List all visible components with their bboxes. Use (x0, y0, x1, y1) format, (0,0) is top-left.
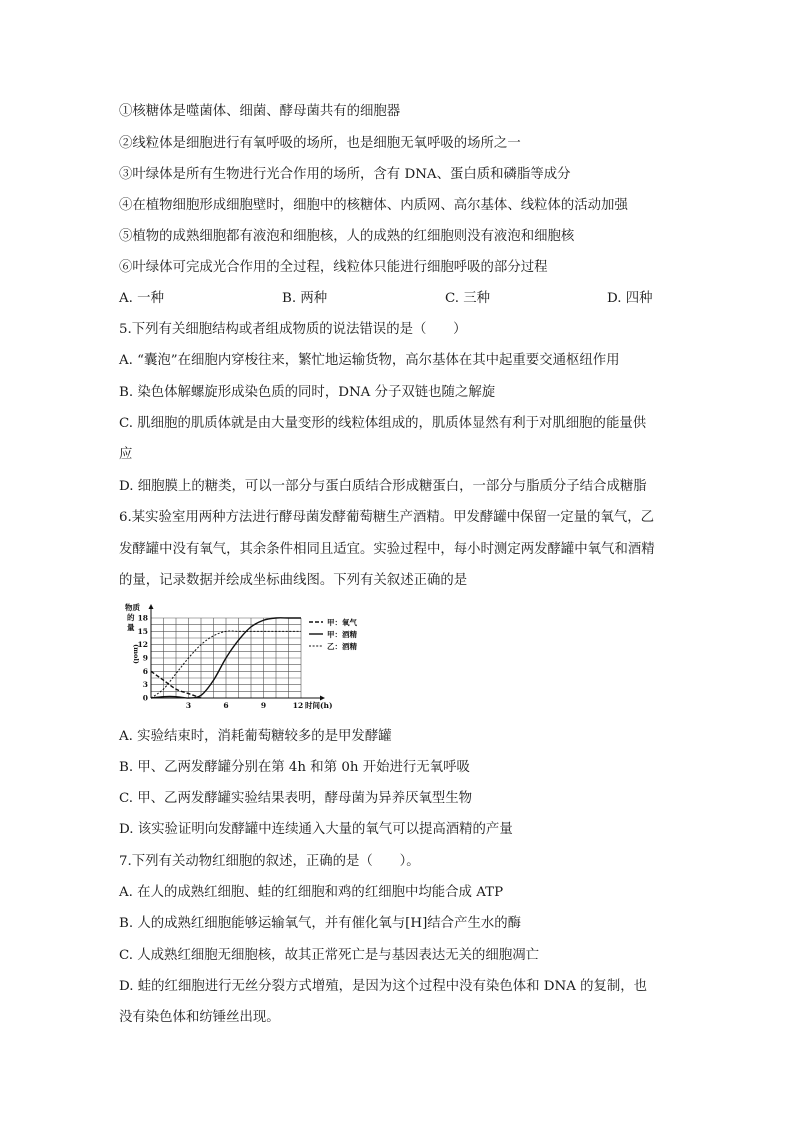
q7-option-b[interactable]: B. 人的成熟红细胞能够运输氧气，并有催化氧与[H]结合产生水的酶 (119, 916, 522, 931)
q6-option-d[interactable]: D. 该实验证明向发酵罐中连续通入大量的氧气可以提高酒精的产量 (119, 822, 513, 837)
q5-option-c[interactable]: C. 肌细胞的肌质体就是由大量变形的线粒体组成的，肌质体显然有利于对肌细胞的能量供 (119, 416, 647, 431)
y-tick-label: 18 (137, 613, 148, 623)
x-axis-arrow (320, 696, 325, 701)
y-tick-label: 15 (137, 626, 148, 636)
q4-option-c[interactable]: C. 三种 (445, 291, 491, 306)
q5-option-d[interactable]: D. 细胞膜上的糖类，可以一部分与蛋白质结合形成糖蛋白，一部分与脂质分子结合成糖脂 (119, 479, 647, 494)
q6-option-b[interactable]: B. 甲、乙两发酵罐分别在第 4h 和第 0h 开始进行无氧呼吸 (119, 760, 470, 775)
y-axis-arrow (149, 604, 154, 609)
legend-label: 乙：酒精 (327, 642, 357, 651)
statement-6: ⑥叶绿体可完成光合作用的全过程，线粒体只能进行细胞呼吸的部分过程 (119, 260, 548, 275)
x-tick-label: 6 (223, 701, 229, 710)
y-label-line: 的 (127, 613, 135, 622)
x-tick-label: 9 (260, 701, 267, 710)
legend-label: 甲：酒精 (327, 630, 357, 639)
statement-2: ②线粒体是细胞进行有氧呼吸的场所，也是细胞无氧呼吸的场所之一 (119, 136, 521, 151)
q4-options (119, 290, 679, 308)
y-tick-label: 12 (137, 640, 148, 650)
q4-option-a[interactable]: A. 一种 (119, 291, 164, 306)
q4-option-d[interactable]: D. 四种 (607, 291, 653, 306)
q6-option-a[interactable]: A. 实验结束时，消耗葡萄糖较多的是甲发酵罐 (119, 729, 392, 744)
q4-option-b[interactable]: B. 两种 (282, 291, 328, 306)
q7-option-d[interactable]: D. 蛙的红细胞进行无丝分裂方式增殖，是因为这个过程中没有染色体和 DNA 的复制，也 (119, 979, 648, 994)
q6-stem-line2: 发酵罐中没有氧气，其余条件相同且适宜。实验过程中，每小时测定两发酵罐中氧气和酒精 (119, 542, 655, 557)
y-tick-label: 6 (142, 666, 148, 676)
y-label-line: 量 (127, 623, 135, 632)
q7-option-a[interactable]: A. 在人的成熟红细胞、蛙的红细胞和鸡的红细胞中均能合成 ATP (119, 885, 504, 900)
q5-stem: 5.下列有关细胞结构或者组成物质的说法错误的是（ ） (119, 322, 467, 337)
statement-3: ③叶绿体是所有生物进行光合作用的场所，含有 DNA、蛋白质和磷脂等成分 (119, 167, 571, 182)
q5-option-b[interactable]: B. 染色体解螺旋形成染色质的同时，DNA 分子双链也随之解旋 (119, 385, 496, 400)
q6-stem-line1: 6.某实验室用两种方法进行酵母菌发酵葡萄糖生产酒精。甲发酵罐中保留一定量的氧气，乙 (119, 510, 655, 525)
y-tick-label: 9 (142, 653, 148, 663)
q5-option-c-cont: 应 (119, 447, 133, 462)
q6-chart (115, 600, 365, 710)
x-axis-label: 时间(h) (305, 701, 333, 710)
legend-label: 甲：氧气 (327, 618, 357, 627)
q7-option-d-cont: 没有染色体和纺锤丝出现。 (119, 1010, 280, 1025)
statement-4: ④在植物细胞形成细胞壁时，细胞中的核糖体、内质网、高尔基体、线粒体的活动加强 (119, 198, 628, 213)
q6-stem-line3: 的量，记录数据并绘成坐标曲线图。下列有关叙述正确的是 (119, 573, 468, 588)
y-tick-label: 3 (142, 680, 148, 690)
statement-5: ⑤植物的成熟细胞都有液泡和细胞核，人的成熟的红细胞则没有液泡和细胞核 (119, 229, 575, 244)
y-label-unit: (mol) (132, 644, 140, 664)
q7-stem: 7.下列有关动物红细胞的叙述，正确的是（ ）。 (119, 854, 420, 869)
x-tick-label: 3 (185, 701, 192, 710)
y-tick-label: 0 (142, 693, 148, 703)
q5-option-a[interactable]: A. “囊泡”在细胞内穿梭往来，繁忙地运输货物，高尔基体在其中起重要交通枢纽作用 (119, 353, 620, 368)
chart-tick-labels (138, 614, 333, 711)
q6-option-c[interactable]: C. 甲、乙两发酵罐实验结果表明，酵母菌为异养厌氧型生物 (119, 791, 473, 806)
x-tick-label: 12 (292, 701, 304, 710)
statement-1: ①核糖体是噬菌体、细菌、酵母菌共有的细胞器 (119, 104, 401, 119)
y-label-line: 物质 (125, 603, 140, 612)
chart-legend (309, 617, 357, 651)
q7-option-c[interactable]: C. 人成熟红细胞无细胞核，故其正常死亡是与基因表达无关的细胞凋亡 (119, 948, 539, 963)
